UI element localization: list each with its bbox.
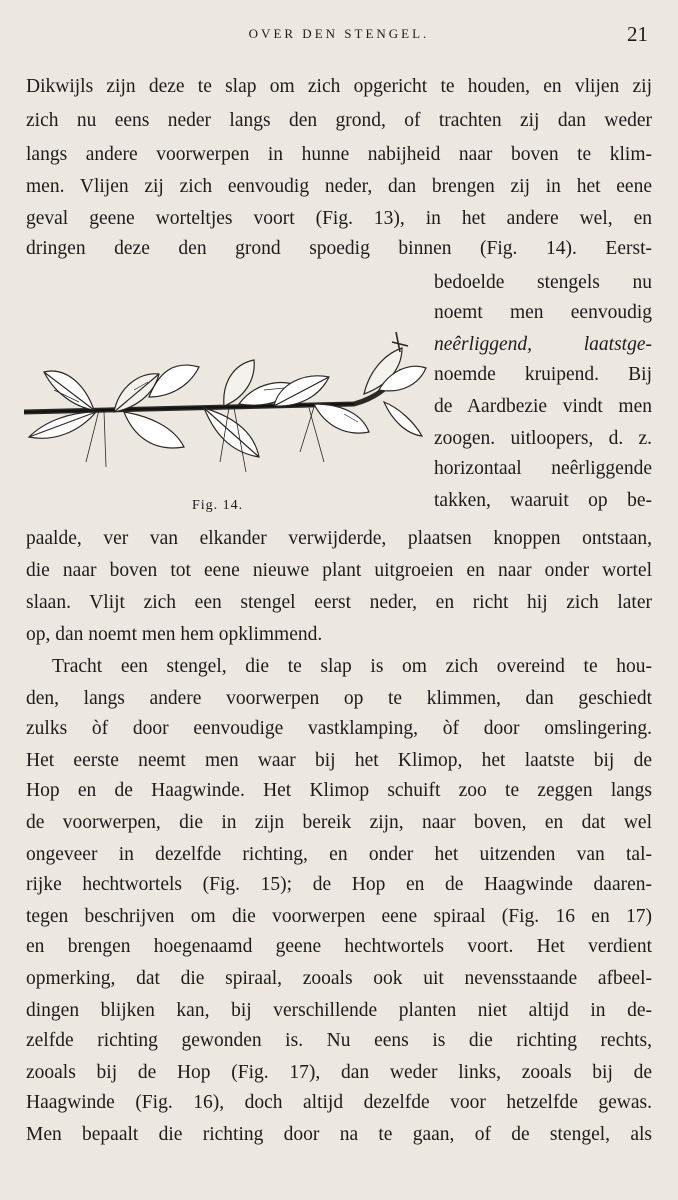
body-line: dingen blijken kan, bij verschillende planten niet altijd in de- (26, 1000, 652, 1021)
body-line: opmerking, dat die spiraal, zooals ook uit nevensstaande afbeel- (26, 968, 652, 989)
body-line: noemde kruipend. Bij (434, 364, 652, 385)
body-line: noemt men eenvoudig (434, 302, 652, 323)
body-line: op, dan noemt men hem opklimmend. (26, 624, 323, 645)
runner-drawing (24, 312, 428, 502)
body-line: slaan. Vlijt zich een stengel eerst neder, en richt hij zich later (26, 592, 652, 613)
body-line: dringen deze den grond spoedig binnen (Fig. 14). Eerst- (26, 238, 652, 259)
body-line: zulks òf door eenvoudige vastklamping, òf door omslingering. (26, 718, 652, 739)
body-line: zooals bij de Hop (Fig. 17), dan weder links, zooals bij de (26, 1062, 652, 1083)
body-line: horizontaal neêrliggende (434, 458, 652, 479)
figure-caption: Fig. 14. (192, 498, 244, 513)
body-line: die naar boven tot eene nieuwe plant uitgroeien en naar onder wortel (26, 560, 652, 581)
body-line: zoogen. uitloopers, d. z. (434, 428, 652, 449)
body-line: Het eerste neemt men waar bij het Klimop, het laatste bij de (26, 750, 652, 771)
page-header (26, 22, 652, 52)
body-line: Tracht een stengel, die te slap is om zich overeind te hou- (52, 656, 652, 677)
body-line: rijke hechtwortels (Fig. 15); de Hop en de Haagwinde daaren- (26, 874, 652, 895)
body-line: langs andere voorwerpen in hunne nabijheid naar boven te klim- (26, 144, 652, 165)
body-line: zelfde richting gewonden is. Nu eens is die richting rechts, (26, 1030, 652, 1051)
body-line: Men bepaalt die richting door na te gaan, of de stengel, als (26, 1124, 652, 1145)
body-line: geval geene worteltjes voort (Fig. 13), in het andere wel, en (26, 208, 652, 229)
page-number: 21 (627, 22, 648, 46)
body-line: ongeveer in dezelfde richting, en onder het uitzenden van tal- (26, 844, 652, 865)
body-line: men. Vlijen zij zich eenvoudig neder, dan brengen zij in het eene (26, 176, 652, 197)
body-line: den, langs andere voorwerpen op te klimmen, dan geschiedt (26, 688, 652, 709)
body-line: Hop en de Haagwinde. Het Klimop schuift zoo te zeggen langs (26, 780, 652, 801)
body-line: neêrliggend, laatstge- (434, 334, 652, 355)
body-line: Haagwinde (Fig. 16), doch altijd dezelfde voor hetzelfde gewas. (26, 1092, 652, 1113)
body-line: paalde, ver van elkander verwijderde, plaatsen knoppen ontstaan, (26, 528, 652, 549)
body-line: bedoelde stengels nu (434, 272, 652, 293)
body-line: takken, waaruit op be- (434, 490, 652, 511)
body-line: tegen beschrijven om die voorwerpen eene spiraal (Fig. 16 en 17) (26, 906, 652, 927)
body-line: Dikwijls zijn deze te slap om zich opgericht te houden, en vlijen zij (26, 76, 652, 97)
running-head: OVER DEN STENGEL. (248, 26, 430, 41)
body-line: zich nu eens neder langs den grond, of trachten zij dan weder (26, 110, 652, 131)
body-line: de Aardbezie vindt men (434, 396, 652, 417)
body-line: en brengen hoegenaamd geene hechtwortels voort. Het verdient (26, 936, 652, 957)
body-line: de voorwerpen, die in zijn bereik zijn, naar boven, en dat wel (26, 812, 652, 833)
